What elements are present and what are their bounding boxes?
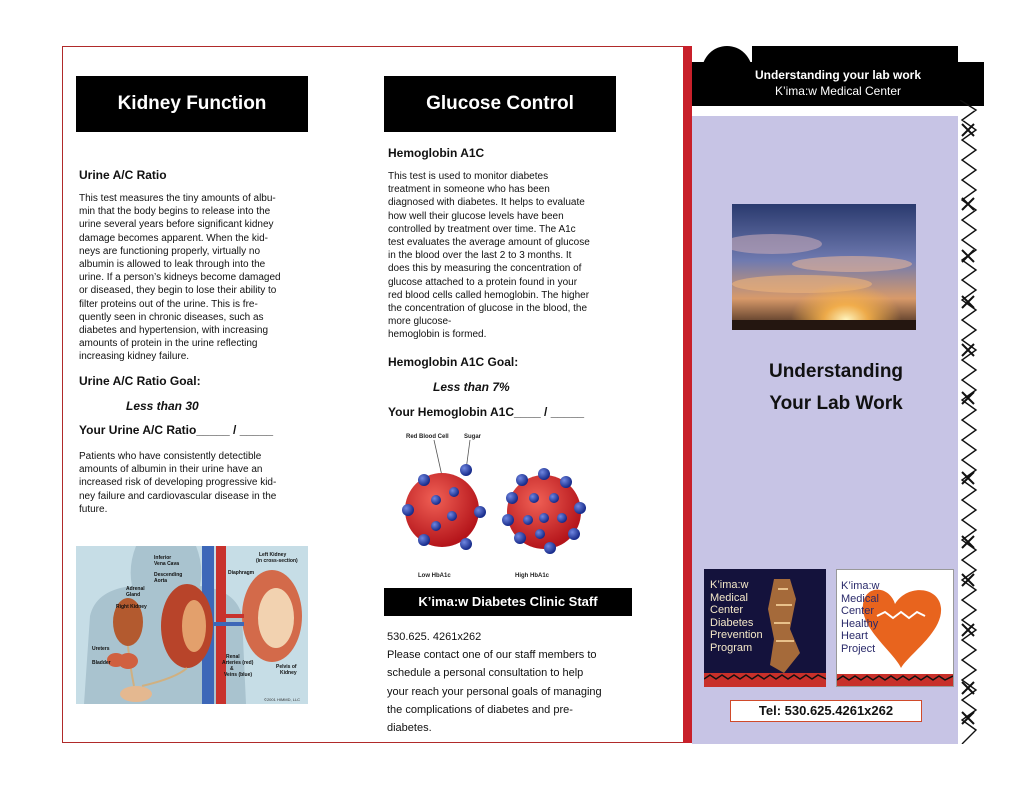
decorative-border <box>958 100 980 744</box>
urine-goal-label: Urine A/C Ratio Goal: <box>79 374 201 388</box>
fold-red-bar <box>683 46 692 743</box>
kidney-note: Patients who have consistently detectible amounts of albumin in their urine have an increased risk of developing progressive kid- ney failure and cardiovascular disease in the future. <box>79 451 277 515</box>
hba1c-cells-diagram <box>394 428 604 584</box>
cover-title: Understanding Your Lab Work <box>768 361 904 414</box>
cover-topbar <box>692 62 984 106</box>
urine-goal-value: Less than 30 <box>126 399 199 413</box>
kidney-header: Kidney Function <box>76 76 308 132</box>
kidney-anatomy-diagram <box>76 546 308 704</box>
svg-text:Red Blood Cell: Red Blood Cell <box>406 434 449 440</box>
svg-text:High HbA1c: High HbA1c <box>515 573 550 579</box>
svg-text:InferiorVena Cava Descendi: Inferior Vena Cava Descending Aorta Adrenal Gland Diaphragm Left Kidney (in cross-section) Right Kidney Ureters Bladder Renal Arteries (red) & Veins (blue) Pelvis of Kidney <box>92 552 298 678</box>
topbar-title: Understanding your lab work <box>754 68 922 82</box>
urine-your-value: Your Urine A/C Ratio_____ / _____ <box>79 423 274 437</box>
hba1c-your-value: Your Hemoglobin A1C____ / _____ <box>388 405 585 419</box>
kidney-body: This test measures the tiny amounts of albu- min that the body begins to release into the urine several years before significant kidney damage becomes apparent. When the kid- neys are functioning properly, virtually no albumin is allowed to leak through into the urine. If a person’s kidneys become damaged or diseased, they begin to lose their ability to filter proteins out of the urine. This is fre- quently seen in chronic diseases, such as diabetes and hypertension, with increasing amounts of protein in the urine reflecting increasing kidney failure. <box>79 193 281 363</box>
topbar-subtitle: K’ima:w Medical Center <box>774 84 902 98</box>
cover-telephone: Tel: 530.625.4261x262 <box>730 700 922 722</box>
svg-text:Low HbA1c: Low HbA1c <box>418 573 451 579</box>
diabetes-prevention-logo: K’ima:w Medical Center Diabetes Prevention Program <box>704 569 826 687</box>
glucose-body: This test is used to monitor diabetes treatment in someone who has been diagnosed with diabetes. It helps to evaluate how well their glucose levels have been controlled by treatment over time. The A1c test evaluates the average amount of glucose in the blood over the last 2 to 3 months. It does this by measuring the concentration of glucose attached to a protein found in your red blood cells called hemoglobin. The higher the concentration of glucose in the blood, the more glucose- hemoglobin is formed. <box>388 171 590 341</box>
sunset-photo <box>732 204 916 330</box>
hba1c-goal-value: Less than 7% <box>433 380 510 394</box>
urine-ac-title: Urine A/C Ratio <box>79 168 167 182</box>
glucose-header: Glucose Control <box>384 76 616 132</box>
staff-header: K’ima:w Diabetes Clinic Staff <box>384 588 632 616</box>
hba1c-title: Hemoglobin A1C <box>388 146 485 160</box>
svg-text:Sugar: Sugar <box>464 434 482 440</box>
healthy-heart-logo: K’ima:w Medical Center Healthy Heart Project <box>836 569 954 687</box>
hba1c-goal-label: Hemoglobin A1C Goal: <box>388 355 519 369</box>
diagram-copyright: ©2001 HIMMD, LLC <box>264 697 301 702</box>
staff-contact: 530.625. 4261x262 Please contact one of our staff members to schedule a personal consultation to help your reach your personal goals of managing the complications of diabetes and pre- diabetes. <box>387 631 602 735</box>
